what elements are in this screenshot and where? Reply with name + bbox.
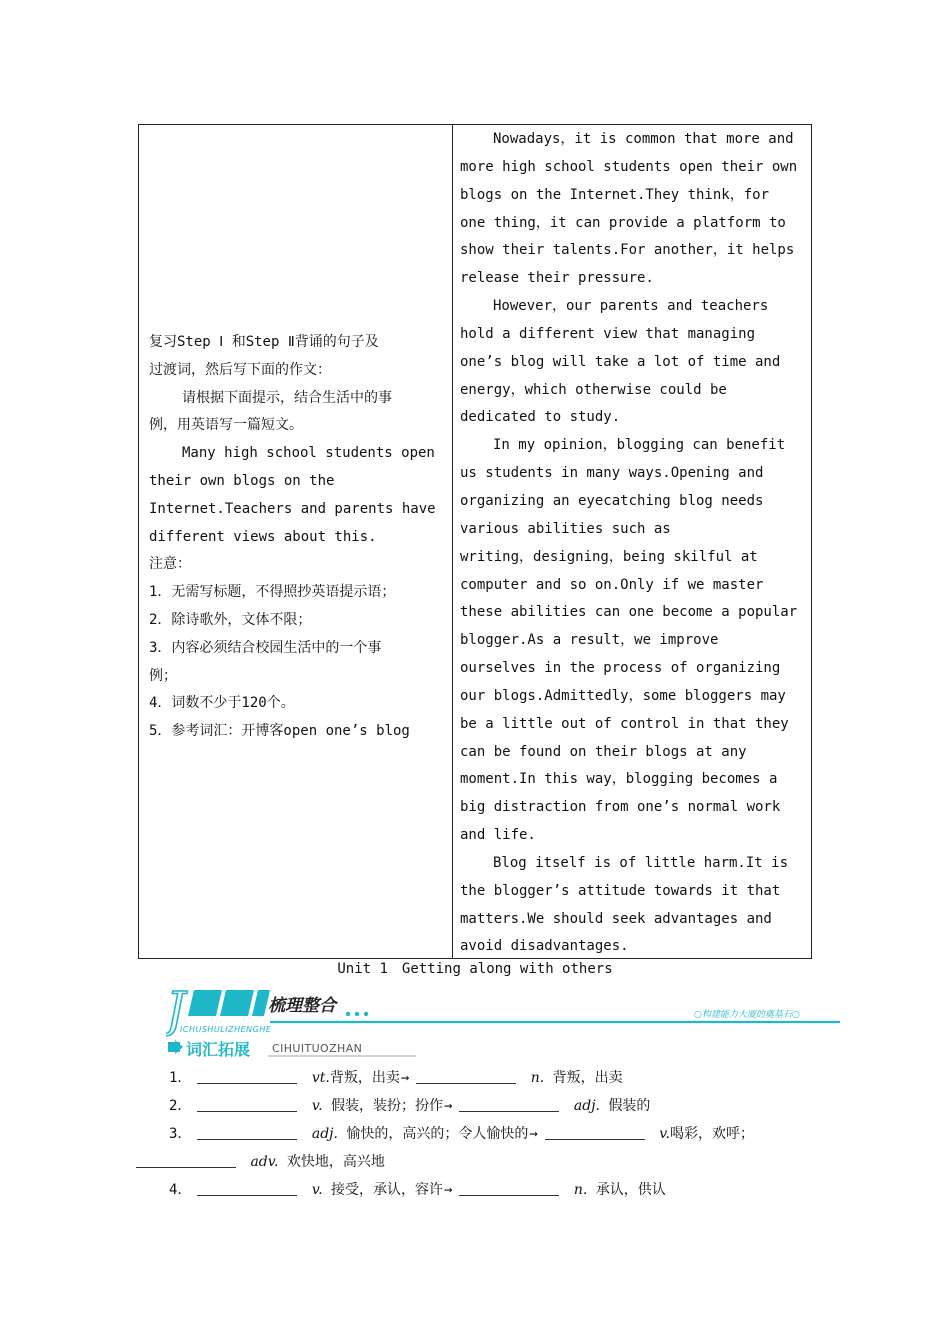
arrow-icon: → bbox=[444, 1098, 453, 1114]
banner-letter: J bbox=[166, 986, 186, 1038]
essay-line: one thing，it can provide a platform to bbox=[460, 214, 786, 231]
essay-line: ourselves in the process of organizing bbox=[460, 660, 781, 677]
definition: 愉快的，高兴的；令人愉快的 bbox=[346, 1126, 529, 1142]
answer-blank[interactable] bbox=[136, 1151, 236, 1168]
essay-line: Nowadays，it is common that more and bbox=[493, 131, 794, 147]
writing-task-table bbox=[138, 124, 812, 959]
essay-line: blogs on the Internet.They think，for bbox=[460, 186, 770, 203]
answer-blank[interactable] bbox=[197, 1095, 297, 1112]
instruction-line: 复习Step Ⅰ 和Step Ⅱ背诵的句子及 bbox=[149, 334, 379, 350]
essay-line: moment.In this way，blogging becomes a bbox=[460, 771, 778, 788]
essay-line: However，our parents and teachers bbox=[493, 298, 769, 315]
banner-slogan: ○构建能力大厦的奠基石○ bbox=[694, 1010, 800, 1020]
essay-line: Blog itself is of little harm.It is bbox=[493, 854, 789, 871]
answer-blank[interactable] bbox=[197, 1179, 297, 1196]
vocab-item bbox=[136, 1064, 816, 1092]
part-of-speech: adv. bbox=[250, 1154, 279, 1170]
essay-line: and life. bbox=[460, 827, 536, 844]
part-of-speech: n. bbox=[573, 1182, 588, 1198]
section-pinyin: CIHUITUOZHAN bbox=[272, 1042, 363, 1055]
banner-dot bbox=[355, 1012, 359, 1016]
banner-graphic bbox=[166, 986, 846, 1058]
vocab-item bbox=[136, 1176, 816, 1204]
arrow-icon: → bbox=[444, 1182, 453, 1198]
prompt-line: different views about this. bbox=[149, 528, 377, 545]
vocab-list bbox=[136, 1064, 816, 1204]
essay-line: organizing an eyecatching blog needs bbox=[460, 492, 764, 509]
banner-block bbox=[188, 990, 222, 1016]
item-number: 2． bbox=[169, 1098, 192, 1114]
essay-line: big distraction from one’s normal work bbox=[460, 799, 781, 816]
item-number: 1． bbox=[169, 1070, 192, 1086]
part-of-speech: adj. bbox=[311, 1126, 338, 1142]
definition: 背叛，出卖 bbox=[552, 1070, 623, 1086]
essay-line: these abilities can one become a popular bbox=[460, 604, 798, 621]
essay-line: can be found on their blogs at any bbox=[460, 743, 747, 760]
instruction-line: 例，用英语写一篇短文。 bbox=[149, 417, 303, 434]
note-item: 例； bbox=[149, 667, 177, 684]
essay-line: computer and so on.Only if we master bbox=[460, 576, 764, 593]
essay-line: more high school students open their own bbox=[460, 158, 798, 175]
essay-line: the blogger’s attitude towards it that bbox=[460, 882, 781, 899]
section-label: 词汇拓展 bbox=[186, 1040, 251, 1058]
unit-title: Unit 1 Getting along with others bbox=[337, 961, 613, 977]
instruction-line: 过渡词，然后写下面的作文： bbox=[149, 361, 331, 378]
section-banner bbox=[166, 986, 846, 1058]
vocab-item bbox=[136, 1092, 816, 1120]
arrow-icon: → bbox=[400, 1070, 410, 1086]
part-of-speech: adj. bbox=[573, 1098, 600, 1114]
answer-blank[interactable] bbox=[416, 1067, 516, 1084]
essay-line: various abilities such as bbox=[460, 520, 671, 537]
essay-line: dedicated to study. bbox=[460, 409, 621, 426]
essay-line: our blogs.Admittedly，some bloggers may bbox=[460, 687, 786, 704]
table-column-divider bbox=[452, 125, 453, 958]
notes-heading: 注意： bbox=[149, 556, 191, 573]
part-of-speech: v. bbox=[311, 1098, 323, 1114]
prompt-line: their own blogs on the bbox=[149, 472, 335, 489]
banner-pinyin: ICHUSHULIZHENGHE bbox=[180, 1025, 272, 1034]
definition: 假装的 bbox=[608, 1098, 651, 1114]
instruction-line: 请根据下面提示，结合生活中的事 bbox=[182, 389, 392, 406]
note-item: 2．除诗歌外，文体不限； bbox=[149, 611, 312, 628]
essay-line: hold a different view that managing bbox=[460, 325, 756, 342]
definition: 喝彩，欢呼； bbox=[670, 1126, 754, 1142]
prompt-line: Internet.Teachers and parents have bbox=[149, 500, 436, 517]
definition: 欢快地，高兴地 bbox=[286, 1154, 385, 1170]
essay-line: matters.We should seek advantages and bbox=[460, 910, 772, 927]
task-instructions-cell bbox=[149, 329, 445, 746]
essay-line: release their pressure. bbox=[460, 270, 654, 287]
note-item: 4．词数不少于120个。 bbox=[149, 695, 295, 712]
part-of-speech: n. bbox=[530, 1070, 545, 1086]
essay-line: In my opinion，blogging can benefit bbox=[493, 437, 786, 454]
item-number: 3． bbox=[169, 1126, 192, 1142]
banner-block bbox=[220, 990, 254, 1016]
essay-line: writing，designing，being skilful at bbox=[460, 548, 758, 565]
banner-title: 梳理整合 bbox=[268, 996, 336, 1016]
item-number: 4． bbox=[169, 1182, 192, 1198]
part-of-speech: v. bbox=[311, 1182, 323, 1198]
note-item: 5．参考词汇：开博客open one’s blog bbox=[149, 723, 410, 740]
vocab-item-continued bbox=[136, 1148, 816, 1176]
banner-dot bbox=[346, 1012, 350, 1016]
answer-blank[interactable] bbox=[197, 1067, 297, 1084]
essay-line: show their talents.For another，it helps bbox=[460, 242, 795, 259]
banner-dot bbox=[364, 1012, 368, 1016]
prompt-line: Many high school students open bbox=[182, 445, 435, 462]
definition: 背叛，出卖 bbox=[329, 1070, 400, 1086]
definition: 假装，装扮；扮作 bbox=[331, 1098, 444, 1114]
answer-blank[interactable] bbox=[459, 1179, 559, 1196]
model-essay-cell bbox=[460, 126, 805, 961]
essay-line: energy，which otherwise could be bbox=[460, 381, 727, 398]
essay-line: us students in many ways.Opening and bbox=[460, 465, 764, 482]
vocab-item bbox=[136, 1120, 816, 1148]
answer-blank[interactable] bbox=[459, 1095, 559, 1112]
answer-blank[interactable] bbox=[545, 1123, 645, 1140]
essay-line: avoid disadvantages. bbox=[460, 938, 629, 955]
answer-blank[interactable] bbox=[197, 1123, 297, 1140]
part-of-speech: v. bbox=[659, 1126, 670, 1142]
arrow-icon: → bbox=[529, 1126, 538, 1142]
essay-line: one’s blog will take a lot of time and bbox=[460, 353, 781, 370]
essay-line: be a little out of control in that they bbox=[460, 715, 789, 732]
definition: 接受，承认，容许 bbox=[331, 1182, 444, 1198]
essay-line: blogger.As a result，we improve bbox=[460, 632, 719, 649]
note-item: 3．内容必须结合校园生活中的一个事 bbox=[149, 639, 382, 656]
definition: 承认，供认 bbox=[595, 1182, 666, 1198]
part-of-speech: vt. bbox=[311, 1070, 330, 1086]
note-item: 1．无需写标题，不得照抄英语提示语； bbox=[149, 584, 396, 601]
